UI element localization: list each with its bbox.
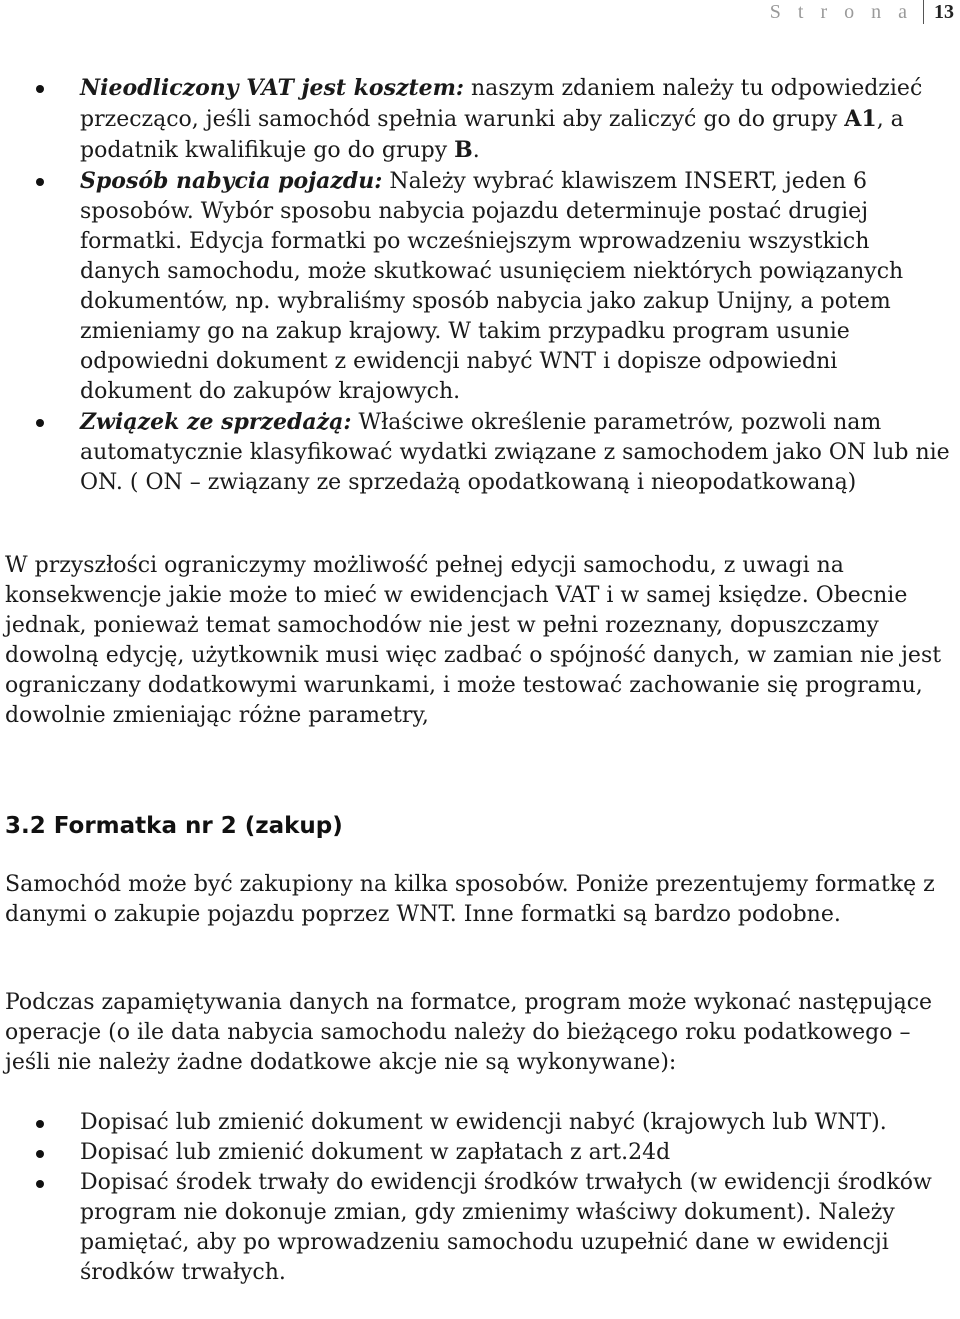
bullet-text: Właściwe określenie parametrów, pozwoli nam automatycznie klasyfikować wydatki związane z samochodem jako ON lub nie ON. ( ON – związany ze sprzedażą opodatkowaną i nieopodatkowaną) (80, 410, 950, 495)
bullet-lead: Związek ze sprzedażą: (80, 409, 352, 435)
list-item (0, 1108, 960, 1138)
bullet-icon (36, 1120, 44, 1128)
bullet-lead: Sposób nabycia pojazdu: (80, 168, 383, 194)
bullet-text: . (472, 138, 480, 163)
bullet-text: Dopisać lub zmienić dokument w zapłatach z art.24d (80, 1140, 671, 1165)
page-number: 13 (934, 1, 954, 23)
bullet-text: Dopisać lub zmienić dokument w ewidencji nabyć (krajowych lub WNT). (80, 1110, 887, 1135)
bullet-text: Dopisać środek trwały do ewidencji środków trwałych (w ewidencji środków program nie dokonuje zmian, gdy zmienimy właściwy dokument). Należy pamiętać, aby po wprowadzeniu samochodu uzupełnić dane w ewidencji środków trwałych. (80, 1170, 932, 1285)
paragraph-operations: Podczas zapamiętywania danych na formatce, program może wykonać następujące operacje (o ile data nabycia samochodu należy do bieżącego roku podatkowego – jeśli nie należy żadne dodatkowe akcje nie są wykonywane): (5, 990, 933, 1075)
bullet-icon (36, 1150, 44, 1158)
bullet-text: Należy wybrać klawiszem INSERT, jeden 6 sposobów. Wybór sposobu nabycia pojazdu determinuje postać drugiej formatki. Edycja formatki po wcześniejszym wprowadzeniu wszystkich danych samochodu, może skutkować usunięciem niektórych powiązanych dokumentów, np. wybraliśmy sposób nabycia jako zakup Unijny, a potem zmieniamy go na zakup krajowy. W takim przypadku program usunie odpowiedni dokument z ewidencji nabyć WNT i dopisze odpowiedni dokument do zakupów krajowych. (80, 169, 904, 404)
list-item (0, 166, 960, 407)
bullet-icon (36, 85, 44, 93)
bottom-bullet-list (0, 1108, 960, 1288)
group-label: B (454, 137, 473, 163)
paragraph-editing: W przyszłości ograniczymy możliwość pełnej edycji samochodu, z uwagi na konsekwencje jakie może to mieć w ewidencjach VAT i w samej księdze. Obecnie jednak, ponieważ temat samochodów nie jest w pełni rozeznany, dopuszczamy dowolną edycję, użytkownik musi więc zadbać o spójność danych, w zamian nie jest ograniczany dodatkowymi warunkami, i może testować zachowanie się programu, dowolnie zmieniając różne parametry, (5, 553, 942, 728)
list-item (0, 1168, 960, 1288)
list-item (0, 1138, 960, 1168)
bullet-text: , a podatnik kwalifikuje go do grupy (80, 107, 904, 163)
section-heading: 3.2 Formatka nr 2 (zakup) (5, 813, 343, 839)
bullet-lead: Nieodliczony VAT jest kosztem: (80, 75, 465, 101)
paragraph-purchase: Samochód może być zakupiony na kilka sposobów. Poniże prezentujemy formatkę z danymi o zakupie pojazdu poprzez WNT. Inne formatki są bardzo podobne. (5, 872, 935, 927)
group-label: A1 (844, 106, 877, 132)
list-item (0, 407, 960, 498)
top-bullet-list (0, 73, 960, 498)
bullet-icon (36, 419, 44, 427)
bullet-icon (36, 1180, 44, 1188)
bullet-text: naszym zdaniem należy tu odpowiedzieć przecząco, jeśli samochód spełnia warunki aby zaliczyć go do grupy (80, 76, 923, 132)
bullet-icon (36, 178, 44, 186)
page-header (770, 0, 960, 24)
list-item (0, 73, 960, 166)
page-label: S t r o n a (769, 1, 913, 23)
